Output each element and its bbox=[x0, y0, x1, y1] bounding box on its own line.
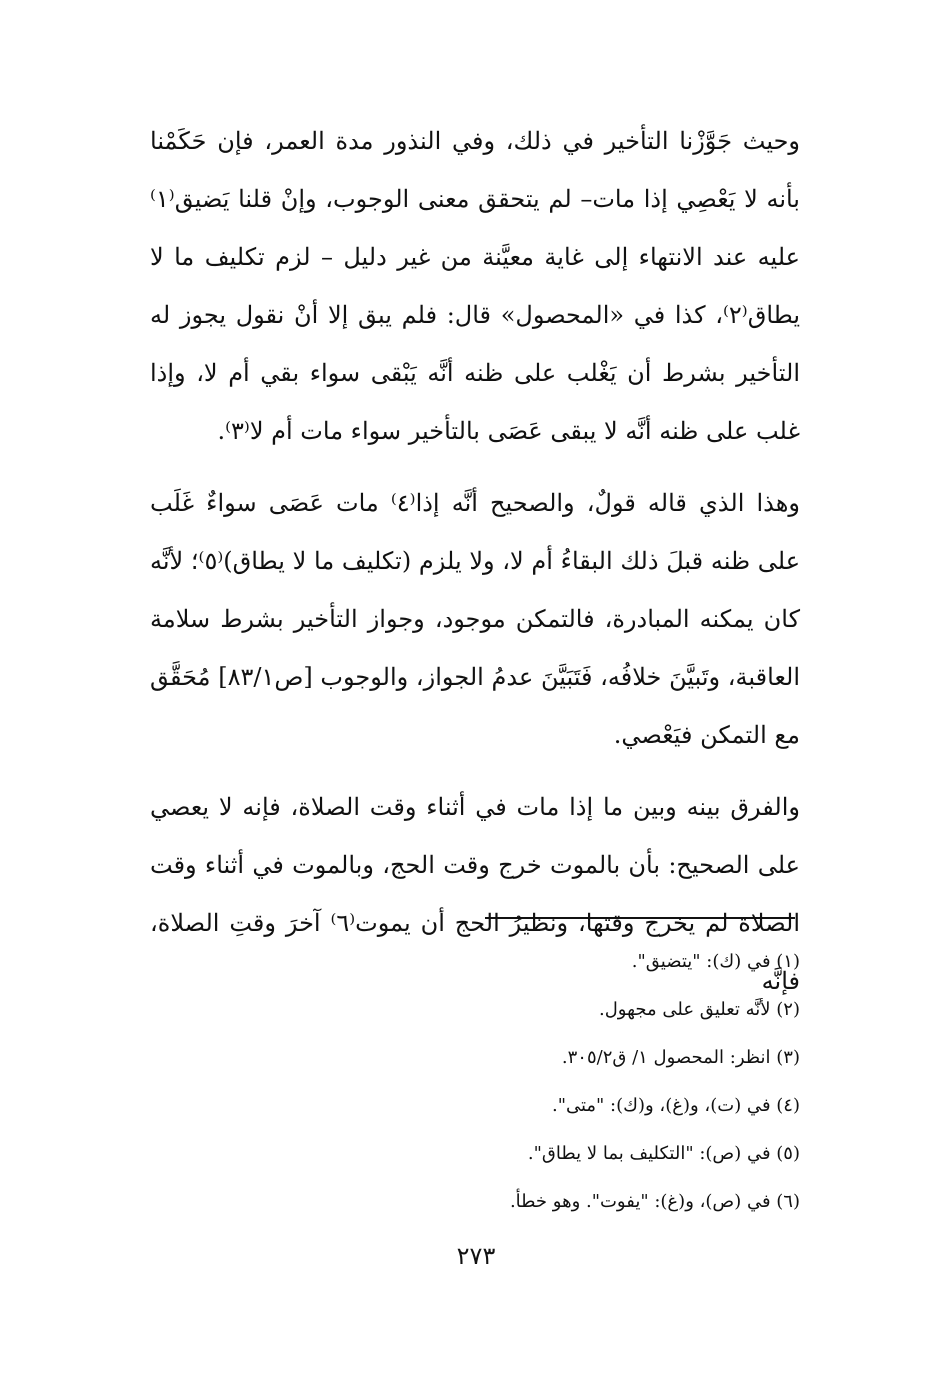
footnote-5: (٥) في (ص): "التكليف بما لا يطاق". bbox=[527, 1143, 800, 1164]
paragraph-3: والفرق بينه وبين ما إذا مات في أثناء وقت الصلاة، فإنه لا يعصي على الصحيح: بأن بالموت خرج وقت الحج، وبالموت في أثناء وقت الصلاة لم يخرج وقتها، ونظيرُ الحج أن يموت⁽٦⁾ آخرَ وقتِ الصلاة، فإنَّه bbox=[150, 793, 800, 995]
footnotes bbox=[150, 938, 800, 1226]
footnote-2: (٢) لأنَّه تعليق على مجهول. bbox=[599, 999, 800, 1020]
footnote-1: (١) في (ك): "يتضيق". bbox=[631, 951, 800, 972]
footnote-3: (٣) انظر: المحصول ١/ ق٣٠٥/٢. bbox=[561, 1047, 800, 1068]
footnote-divider bbox=[485, 917, 795, 919]
paragraph-2: وهذا الذي قاله قولٌ، والصحيح أنَّه إذا⁽٤⁾ مات عَصَى سواءٌ غَلَب على ظنه قبلَ ذلك البقاءُ أم لا، ولا يلزم (تكليف ما لا يطاق)⁽٥⁾؛ لأنَّه كان يمكنه المبادرة، فالتمكن موجود، وجواز التأخير بشرط سلامة العاقبة، وتَبيَّنَ خلافُه، فَتَبَيَّنَ عدمُ الجواز، والوجوب [ص٨٣/١] مُحَقَّق مع التمكن فيَعْصي. bbox=[150, 489, 801, 749]
page-number: ٢٧٣ bbox=[456, 1242, 496, 1270]
footnote-6: (٦) في (ص)، و(غ): "يفوت". وهو خطأ. bbox=[509, 1191, 800, 1212]
paragraph-1: وحيث جَوَّزْنا التأخير في ذلك، وفي النذور مدة العمر، فإن حَكَمْنا بأنه لا يَعْصِي إذا مات– لم يتحقق معنى الوجوب، وإنْ قلنا يَضيق⁽١⁾ عليه عند الانتهاء إلى غاية معيَّنة من غير دليل – لزم تكليف ما لا يطاق⁽٢⁾، كذا في «المحصول» قال: فلم يبق إلا أنْ نقول يجوز له التأخير بشرط أن يَغْلب على ظنه أنَّه يَبْقى سواء بقي أم لا، وإذا غلب على ظنه أنَّه لا يبقى عَصَى بالتأخير سواء مات أم لا⁽٣⁾. bbox=[150, 127, 800, 445]
main-text bbox=[150, 112, 800, 1010]
footnote-4: (٤) في (ت)، و(غ)، و(ك): "متى". bbox=[551, 1095, 800, 1116]
